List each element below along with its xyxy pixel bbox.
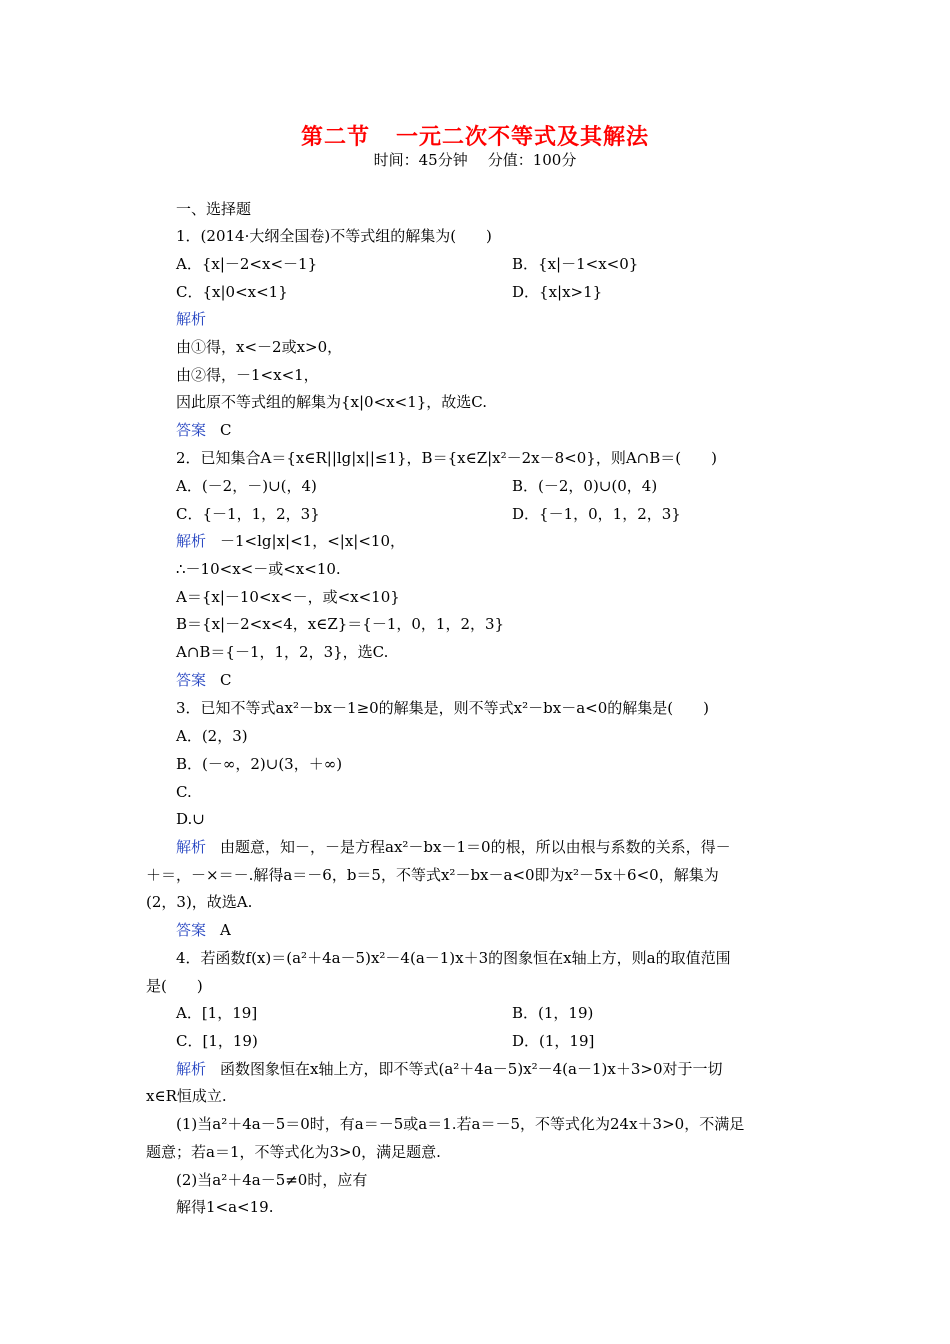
answer-label: 答案 (176, 671, 207, 689)
q3-solution-text: 由题意，知－，－是方程ax²－bx－1＝0的根，所以由根与系数的关系，得－ (220, 838, 731, 856)
q3-answer (176, 920, 231, 940)
q2-option-d: D．{－1，0，1，2，3} (512, 505, 681, 523)
q1-option-a: A．{x|－2<x<－1} (176, 255, 318, 273)
q4-solution-line: x∈R恒成立. (146, 1087, 227, 1105)
q3-solution-line (176, 837, 731, 857)
q3-option-b: B．(－∞，2)∪(3，＋∞) (176, 755, 343, 773)
page-title (0, 120, 950, 151)
q4-stem-cont: 是( ) (146, 977, 203, 995)
q1-option-b: B．{x|－1<x<0} (512, 255, 639, 273)
q2-solution-line: B＝{x|－2<x<4，x∈Z}＝{－1，0，1，2，3} (176, 615, 505, 633)
q2-answer-value: C (220, 671, 232, 689)
q1-solution-line: 由②得，－1<x<1， (176, 366, 319, 384)
q4-solution-text: 函数图象恒在x轴上方，即不等式(a²＋4a－5)x²－4(a－1)x＋3>0对于一切 (220, 1060, 723, 1078)
q2-solution-text: －1<lg|x|<1，<|x|<10， (220, 532, 405, 550)
total-score: 分值：100分 (487, 151, 577, 169)
q4-option-d: D．(1，19] (512, 1032, 595, 1050)
section-heading: 一、选择题 (176, 200, 252, 218)
q4-option-b: B．(1，19) (512, 1004, 594, 1022)
title-topic: 一元二次不等式及其解法 (396, 125, 650, 150)
answer-label: 答案 (176, 921, 207, 939)
q4-option-c: C．[1，19) (176, 1032, 258, 1050)
q4-solution-line: 解得1<a<19. (176, 1198, 274, 1216)
q1-solution-line: 因此原不等式组的解集为{x|0<x<1}，故选C. (176, 393, 487, 411)
q1-option-c: C．{x|0<x<1} (176, 283, 288, 301)
q1-solution-label: 解析 (176, 310, 207, 328)
time-limit: 时间：45分钟 (373, 151, 468, 169)
q1-option-d: D．{x|x>1} (512, 283, 603, 301)
q2-option-a: A．(－2，－)∪(，4) (176, 477, 317, 495)
solution-label: 解析 (176, 1060, 207, 1078)
q3-stem: 3．已知不等式ax²－bx－1≥0的解集是，则不等式x²－bx－a<0的解集是( ) (176, 699, 709, 717)
q4-solution-line (176, 1059, 723, 1079)
solution-label: 解析 (176, 532, 207, 550)
q4-option-a: A．[1，19] (176, 1004, 258, 1022)
q4-solution-line: 题意；若a＝1，不等式化为3>0，满足题意. (146, 1143, 441, 1161)
q3-option-d: D.∪ (176, 810, 205, 828)
page-subtitle (0, 149, 950, 170)
q1-stem: 1．(2014·大纲全国卷)不等式组的解集为( ) (176, 227, 492, 245)
q1-answer (176, 420, 232, 440)
q2-solution-line: ∴－10<x<－或<x<10. (176, 560, 341, 578)
q4-solution-line: (2)当a²＋4a－5≠0时，应有 (176, 1171, 368, 1189)
q2-option-c: C．{－1，1，2，3} (176, 505, 320, 523)
q4-stem: 4．若函数f(x)＝(a²＋4a－5)x²－4(a－1)x＋3的图象恒在x轴上方，则a的取值范围 (176, 949, 731, 967)
q2-answer (176, 670, 232, 690)
q3-solution-line: (2，3)，故选A. (146, 893, 253, 911)
q2-solution-line: A＝{x|－10<x<－，或<x<10} (176, 588, 400, 606)
q3-option-a: A．(2，3) (176, 727, 248, 745)
q2-solution-line (176, 531, 405, 551)
q2-stem: 2．已知集合A＝{x∈R||lg|x||≤1}，B＝{x∈Z|x²－2x－8<0}，则A∩B＝( ) (176, 449, 717, 467)
q3-answer-value: A (220, 921, 231, 939)
q1-answer-value: C (220, 421, 232, 439)
answer-label: 答案 (176, 421, 207, 439)
solution-label: 解析 (176, 838, 207, 856)
q3-solution-line: ＋＝，－×＝－.解得a＝－6，b＝5，不等式x²－bx－a<0即为x²－5x＋6<0，解集为 (146, 866, 719, 884)
q4-solution-line: (1)当a²＋4a－5＝0时，有a＝－5或a＝1.若a＝－5，不等式化为24x＋3>0，不满足 (176, 1115, 745, 1133)
q1-solution-line: 由①得，x<－2或x>0， (176, 338, 343, 356)
title-section: 第二节 (300, 125, 370, 150)
q2-solution-line: A∩B＝{－1，1，2，3}，选C. (176, 643, 389, 661)
q3-option-c: C. (176, 783, 192, 801)
q2-option-b: B．(－2，0)∪(0，4) (512, 477, 658, 495)
